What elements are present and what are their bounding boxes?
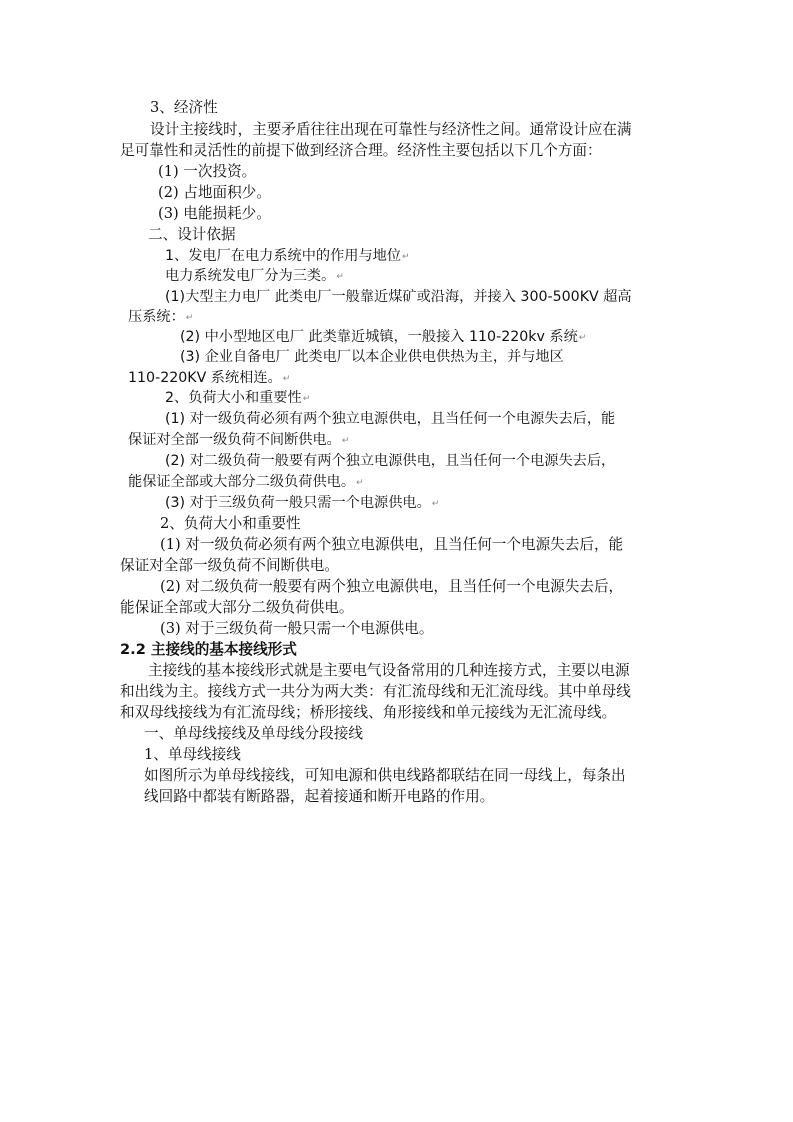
- paragraph-line: 保证对全部一级负荷不间断供电。: [120, 557, 339, 574]
- paragraph-line: (1) 对一级负荷必须有两个独立电源供电，且当任何一个电源失去后，能: [165, 411, 616, 427]
- paragraph-line: (2) 对二级负荷一般要有两个独立电源供电，且当任何一个电源失去后，: [160, 578, 624, 595]
- paragraph-mark: ↵: [336, 272, 344, 282]
- subheading-line: 1、单母线接线: [144, 746, 241, 763]
- subheading-line: 2、负荷大小和重要性: [160, 515, 301, 532]
- paragraph-line: (1)大型主力电厂 此类电厂一般靠近煤矿或沿海，并接入 300-500KV 超高: [165, 289, 632, 305]
- section-heading-design-basis: 二、设计依据: [148, 226, 236, 243]
- paragraph-line: 线回路中都装有断路器，起着接通和断开电路的作用。: [144, 788, 495, 805]
- paragraph-line: (3) 对于三级负荷一般只需一个电源供电。↵: [165, 495, 440, 511]
- paragraph-line: 电力系统发电厂分为三类。↵: [165, 268, 344, 284]
- paragraph-line: (2) 中小型地区电厂 此类靠近城镇，一般接入 110-220kv 系统↵: [180, 329, 587, 345]
- subheading-line: 2、负荷大小和重要性↵: [165, 390, 311, 406]
- subheading-line: 1、发电厂在电力系统中的作用与地位↵: [165, 248, 410, 264]
- paragraph-line: (2) 对二级负荷一般要有两个独立电源供电，且当任何一个电源失去后，: [165, 453, 616, 469]
- paragraph-line: 压系统：↵: [128, 309, 194, 325]
- section-heading-economy: 3、经济性: [150, 99, 218, 116]
- paragraph-mark: ↵: [356, 478, 364, 488]
- paragraph-line: 能保证全部或大部分二级负荷供电。: [120, 599, 354, 616]
- paragraph-mark: ↵: [302, 394, 311, 404]
- paragraph-line: 主接线的基本接线形式就是主要电气设备常用的几种连接方式，主要以电源: [148, 662, 630, 679]
- paragraph-mark: ↵: [402, 252, 410, 262]
- paragraph-line: (3) 对于三级负荷一般只需一个电源供电。: [160, 620, 434, 637]
- paragraph-line: 能保证全部或大部分二级负荷供电。↵: [128, 474, 364, 490]
- paragraph-line: 110-220KV 系统相连。↵: [128, 370, 291, 386]
- paragraph-line: (3) 企业自备电厂 此类电厂以本企业供电供热为主，并与地区: [180, 349, 564, 365]
- paragraph-mark: ↵: [578, 333, 587, 343]
- section-heading-single-bus: 一、单母线接线及单母线分段接线: [144, 725, 363, 742]
- paragraph-line: 如图所示为单母线接线，可知电源和供电线路都联结在同一母线上，每条出: [144, 767, 626, 784]
- paragraph-line: 和双母线接线为有汇流母线；桥形接线、角形接线和单元接线为无汇流母线。: [120, 704, 617, 721]
- paragraph-line: 保证对全部一级负荷不间断供电。↵: [128, 432, 350, 448]
- paragraph-line: (1) 对一级负荷必须有两个独立电源供电，且当任何一个电源失去后，能: [160, 536, 624, 553]
- list-item: (1) 一次投资。: [158, 163, 257, 180]
- list-item: (2) 占地面积少。: [158, 184, 271, 201]
- paragraph-mark: ↵: [185, 313, 194, 323]
- paragraph-line: 足可靠性和灵活性的前提下做到经济合理。经济性主要包括以下几个方面：: [120, 142, 602, 159]
- paragraph-mark: ↵: [341, 436, 350, 446]
- paragraph-mark: ↵: [282, 374, 291, 384]
- list-item: (3) 电能损耗少。: [158, 205, 271, 222]
- paragraph-mark: ↵: [431, 499, 440, 509]
- paragraph-line: 和出线为主。接线方式一共分为两大类：有汇流母线和无汇流母线。其中单母线: [120, 683, 631, 700]
- section-heading-basic-forms: 2.2 主接线的基本接线形式: [120, 641, 297, 658]
- paragraph-line: 设计主接线时，主要矛盾往往出现在可靠性与经济性之间。通常设计应在满: [150, 121, 632, 138]
